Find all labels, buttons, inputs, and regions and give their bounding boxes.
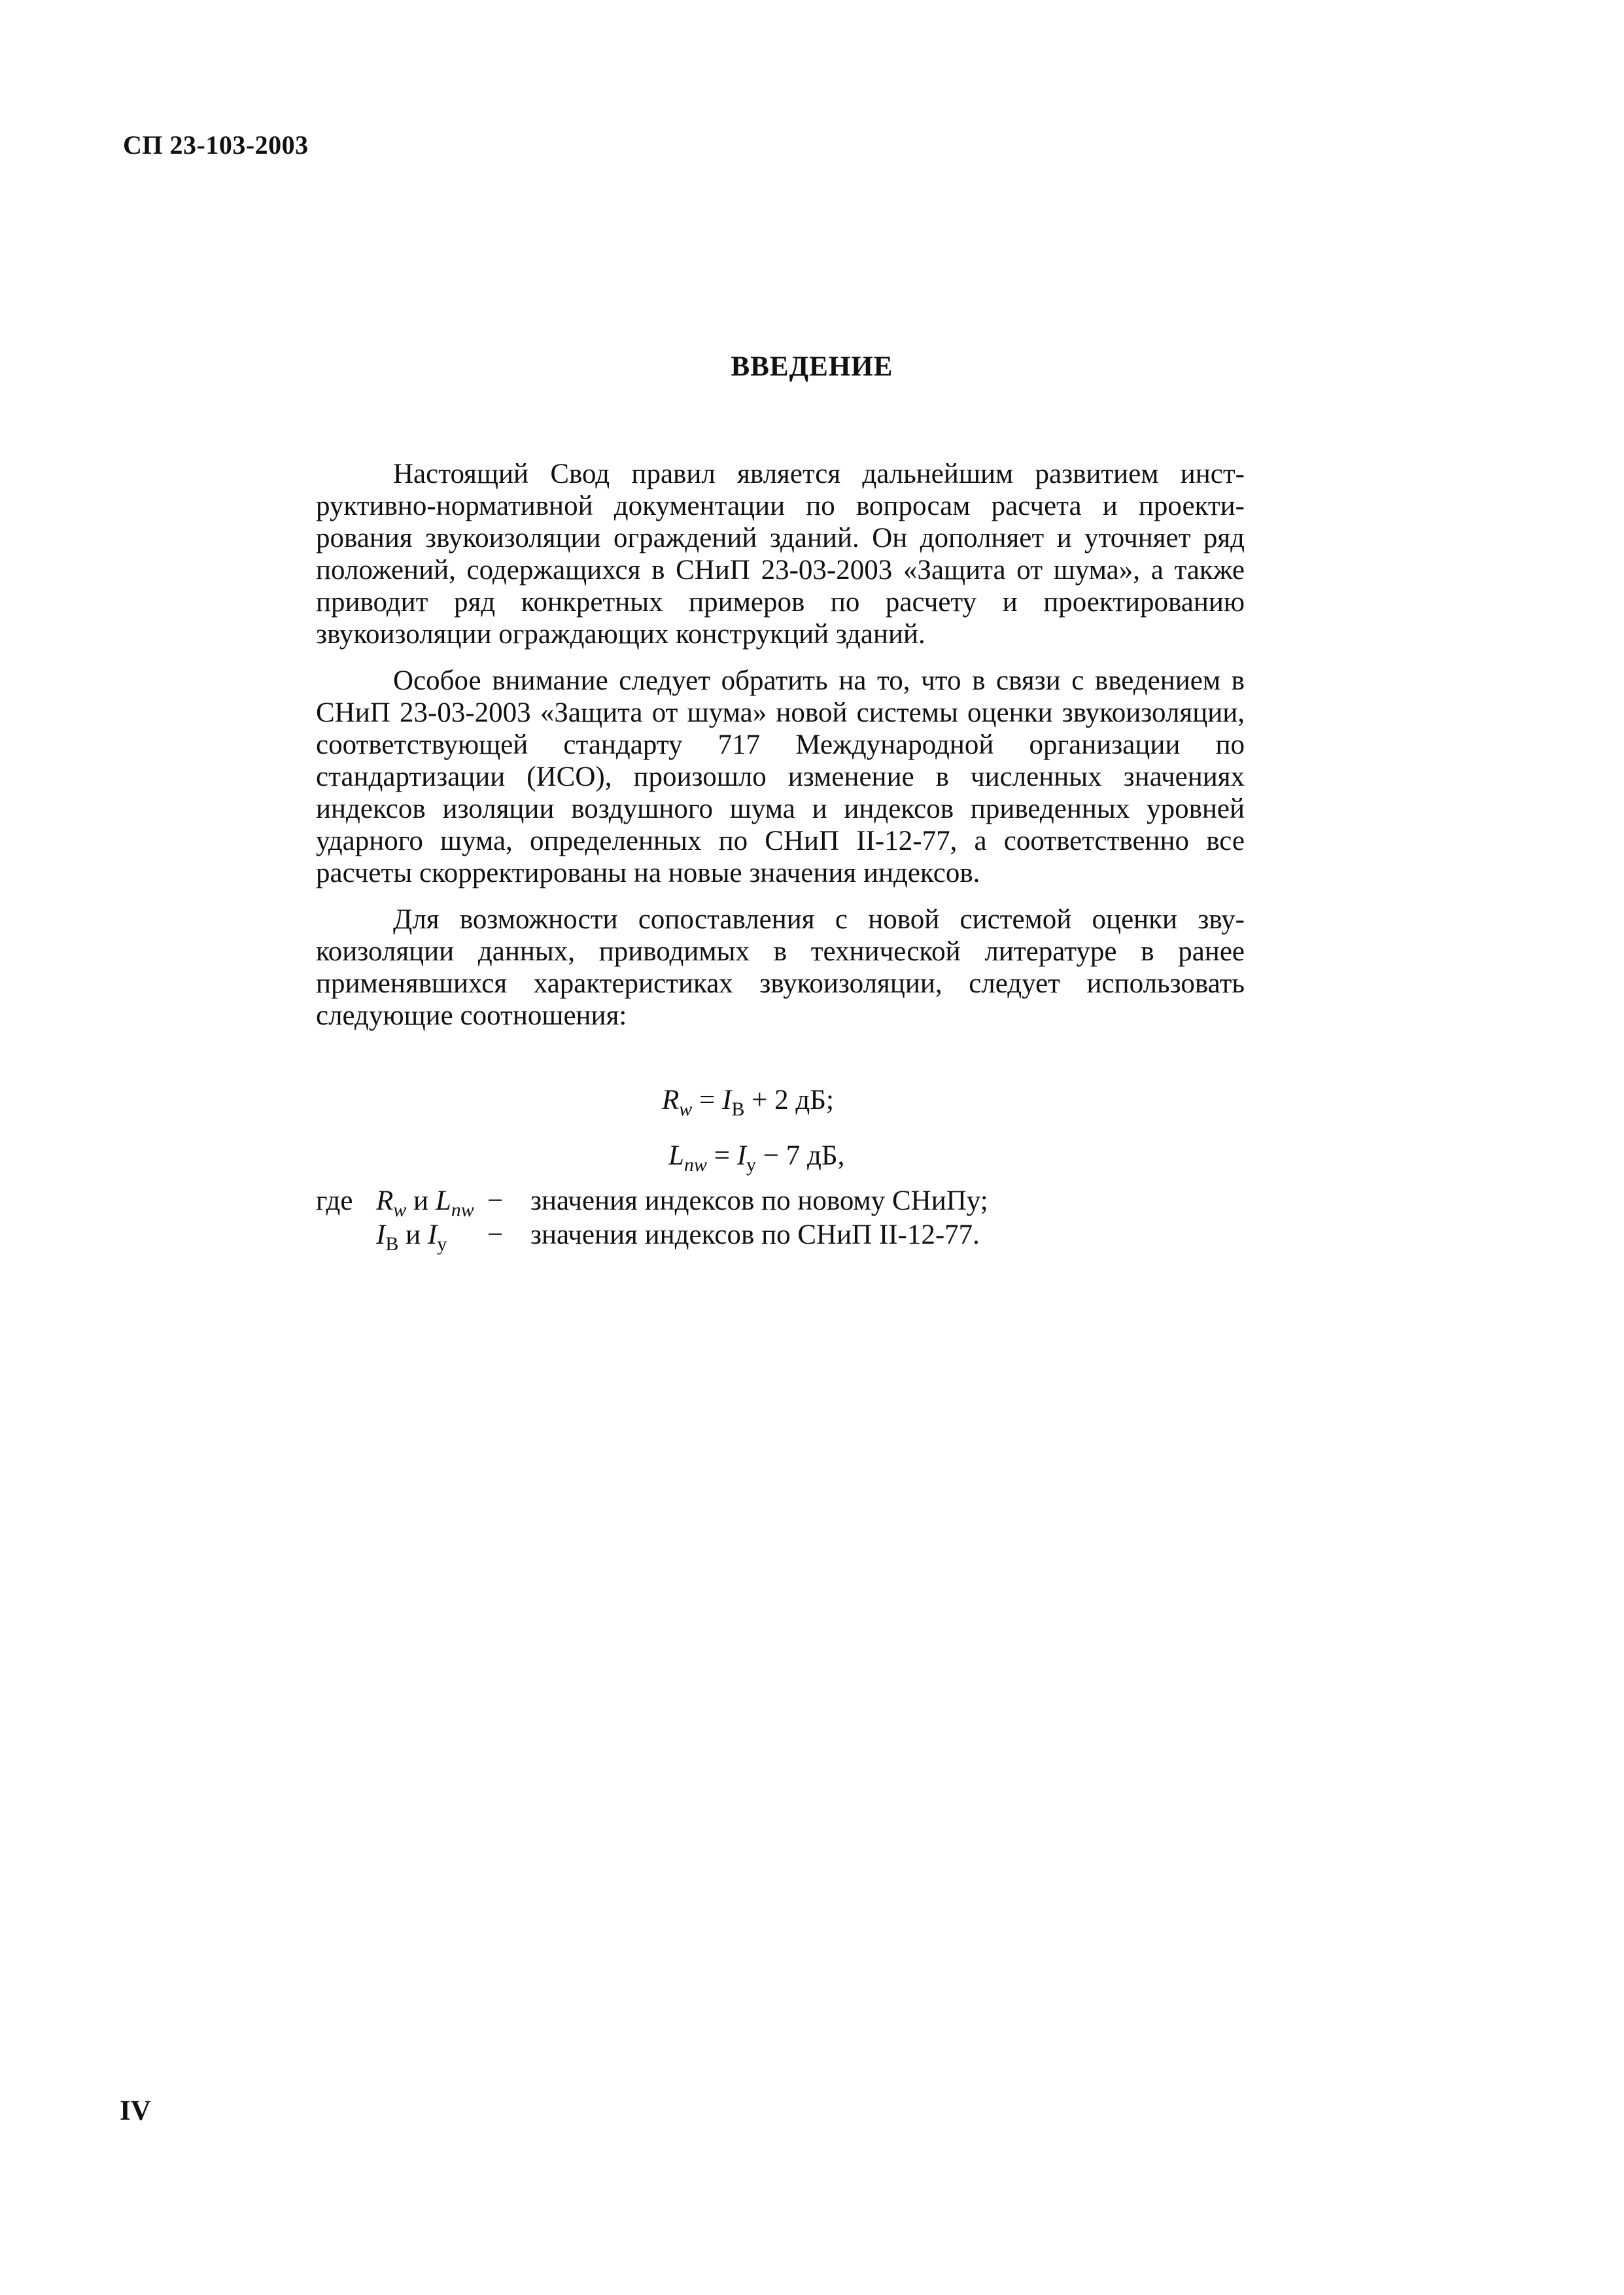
body-text <box>316 458 1245 1046</box>
paragraph-3: Для возможности сопоставления с новой системой оценки звукоизоляции данных, приводимых в технической литературе в ранее применявшихся характеристиках звукоизоляции, следует использовать следующие соотношения: <box>316 904 1245 1031</box>
formula-rw <box>662 1084 834 1120</box>
symbol: L <box>435 1185 451 1216</box>
subscript: В <box>385 1233 399 1255</box>
where-symbols <box>376 1184 474 1221</box>
formula-subscript: w <box>679 1098 693 1120</box>
conjunction: и <box>398 1219 428 1250</box>
formula-symbol: I <box>736 1140 747 1171</box>
formula-subscript: В <box>731 1098 745 1120</box>
formula-equals: = <box>692 1085 723 1115</box>
where-description: значения индексов по новому СНиПу; <box>530 1185 988 1216</box>
where-word: где <box>316 1185 353 1216</box>
formula-lnw <box>668 1140 845 1176</box>
where-dash: − <box>487 1185 504 1216</box>
paragraph-2: Особое внимание следует обратить на то, что в связи с введением в СНиП 23-03-2003 «Защита от шума» новой системы оценки звукоизоляции, соответствующей стандарту 717 Международной организации по стандартизации (ИСО), произошло изменение в численных значениях индексов изоляции воздушного шума и индексов приведенных уровней ударного шума, определенных по СНиП II-12-77, а соответственно все расчеты скорректированы на новые значения индексов. <box>316 665 1245 888</box>
subscript: w <box>393 1199 407 1221</box>
paragraph-1: Настоящий Свод правил является дальнейшим развитием инструктивно-нормативной документации по вопросам расчета и проектирования звукоизоляции ограждений зданий. Он дополняет и уточняет ряд положений, содержащихся в СНиП 23-03-2003 «Защита от шума», а также приводит ряд конкретных примеров по расчету и проектированию звукоизоляции ограждающих конструкций зданий. <box>316 459 1245 650</box>
formula-equals: = <box>706 1140 737 1171</box>
page-number: IV <box>120 2095 151 2126</box>
formula-symbol: L <box>668 1140 684 1171</box>
formula-symbol: R <box>662 1085 680 1115</box>
subscript: у <box>437 1233 447 1255</box>
formula-tail: + 2 дБ; <box>744 1085 834 1115</box>
where-dash: − <box>487 1219 504 1250</box>
section-title: ВВЕДЕНИЕ <box>731 351 893 382</box>
subscript: nw <box>451 1199 474 1221</box>
formula-subscript: nw <box>683 1154 707 1176</box>
formula-symbol: I <box>722 1085 732 1115</box>
conjunction: и <box>406 1185 436 1216</box>
where-description: значения индексов по СНиП II-12-77. <box>530 1219 980 1250</box>
symbol: I <box>376 1219 386 1250</box>
symbol: I <box>427 1219 438 1250</box>
formula-tail: − 7 дБ, <box>756 1140 845 1171</box>
formula-subscript: у <box>746 1154 757 1176</box>
document-code: СП 23-103-2003 <box>123 130 309 160</box>
where-symbols <box>376 1218 447 1255</box>
symbol: R <box>376 1185 394 1216</box>
